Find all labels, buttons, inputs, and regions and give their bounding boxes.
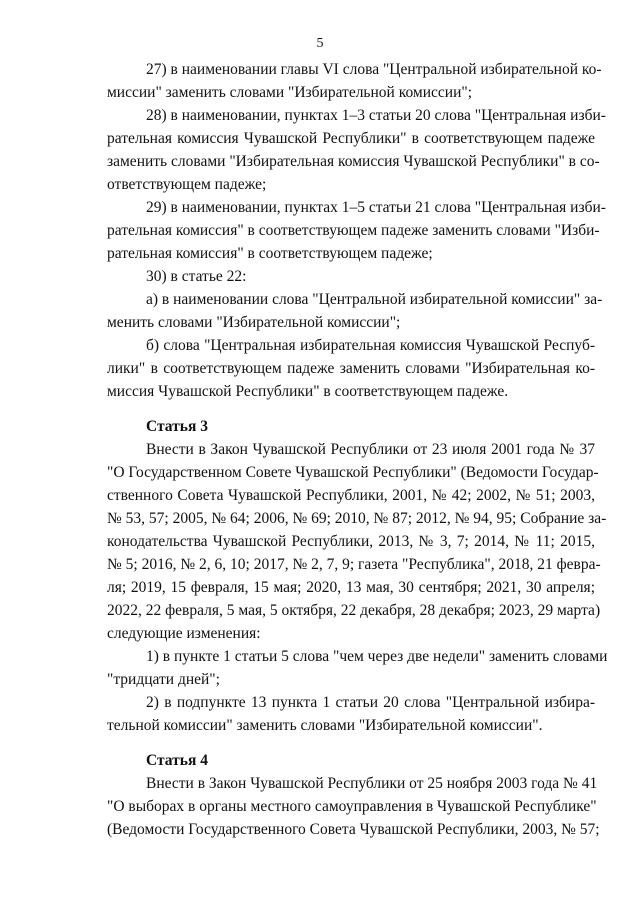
text-line: 2) в подпункте 13 пункта 1 статьи 20 слова "Центральной избира- [146, 694, 595, 711]
text-line: а) в наименовании слова "Центральной избирательной комиссии" за- [146, 291, 603, 308]
text-line: ственного Совета Чувашской Республики, 2001, № 42; 2002, № 51; 2003, [107, 487, 595, 504]
text-line: "тридцати дней"; [107, 671, 220, 688]
article-4-heading: Статья 4 [146, 752, 208, 769]
article-3-heading: Статья 3 [146, 418, 208, 435]
page-number: 5 [316, 36, 324, 51]
text-line: рательная комиссия" в соответствующем падеже; [107, 245, 433, 262]
text-line: рательная комиссия" в соответствующем падеже заменить словами "Изби- [107, 222, 600, 239]
text-line: миссия Чувашской Республики" в соответствующем падеже. [107, 383, 509, 400]
text-line: тельной комиссии" заменить словами "Избирательной комиссии". [107, 717, 543, 734]
text-line: № 5; 2016, № 2, 6, 10; 2017, № 2, 7, 9; газета "Республика", 2018, 21 февра- [107, 556, 601, 573]
text-line: следующие изменения: [107, 625, 261, 642]
text-line: 29) в наименовании, пунктах 1–5 статьи 21 слова "Центральная изби- [146, 199, 606, 216]
text-line: № 53, 57; 2005, № 64; 2006, № 69; 2010, № 87; 2012, № 94, 95; Собрание за- [107, 510, 607, 527]
text-line: б) слова "Центральная избирательная комиссия Чувашской Респуб- [146, 337, 595, 354]
text-line: ответствующем падеже; [107, 176, 267, 193]
text-line: заменить словами "Избирательная комиссия Чувашской Республики" в со- [107, 153, 600, 170]
text-line: Внести в Закон Чувашской Республики от 25 ноября 2003 года № 41 [146, 775, 598, 792]
text-line: миссии" заменить словами "Избирательной комиссии"; [107, 84, 472, 101]
text-line: ля; 2019, 15 февраля, 15 мая; 2020, 13 мая, 30 сентября; 2021, 30 апреля; [107, 579, 595, 596]
text-line: 2022, 22 февраля, 5 мая, 5 октября, 22 декабря, 28 декабря; 2023, 29 марта) [107, 602, 601, 619]
text-line: рательная комиссия Чувашской Республики" в соответствующем падеже [107, 130, 595, 147]
text-line: конодательства Чувашской Республики, 2013, № 3, 7; 2014, № 11; 2015, [107, 533, 595, 550]
text-line: (Ведомости Государственного Совета Чувашской Республики, 2003, № 57; [107, 821, 600, 838]
text-line: 28) в наименовании, пунктах 1–3 статьи 20 слова "Центральная изби- [146, 107, 606, 124]
text-line: 1) в пункте 1 статьи 5 слова "чем через две недели" заменить словами [146, 648, 608, 665]
text-line: 27) в наименовании главы VI слова "Центральной избирательной ко- [146, 61, 602, 78]
text-line: "О Государственном Совете Чувашской Республики" (Ведомости Государ- [107, 464, 599, 481]
text-line: 30) в статье 22: [146, 268, 247, 285]
text-line: менить словами "Избирательной комиссии"; [107, 314, 401, 331]
text-line: лики" в соответствующем падеже заменить словами "Избирательная ко- [107, 360, 595, 377]
text-line: Внести в Закон Чувашской Республики от 23 июля 2001 года № 37 [146, 441, 595, 458]
text-line: "О выборах в органы местного самоуправления в Чувашской Республике" [107, 798, 597, 815]
